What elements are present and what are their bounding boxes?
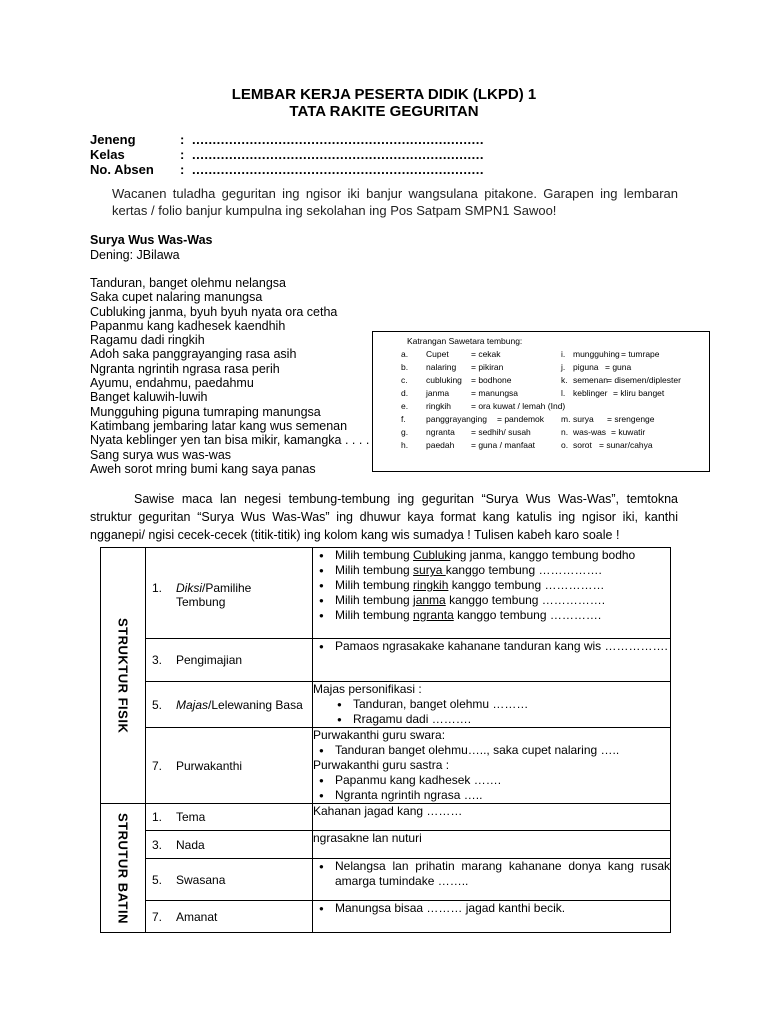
- title-line-2: TATA RAKITE GEGURITAN: [289, 103, 479, 120]
- poem-body: [90, 276, 369, 476]
- instruction-paragraph: Sawise maca lan negesi tembung-tembung ing geguritan “Surya Wus Was-Was”, temtokna struktur geguritan “Surya Wus Was-Was” ing dhuwur kaya format kang katulis ing ngisor iki, kanthi ngganepi/ ngisi cecek-cecek (titik-titik) ing kolom kang wis sumadya ! Tulisen kabeh karo soale !: [90, 492, 678, 542]
- info-colon: :: [180, 132, 185, 147]
- swasana-label-cell: 5. Swasana: [146, 859, 313, 901]
- poem-line: Papanmu kang kadhesek kaendhih: [90, 318, 286, 333]
- poem-line: Banget kaluwih-luwih: [90, 390, 208, 405]
- list-item: ● Tanduran banget olehmu….., saka cupet nalaring …..: [335, 743, 670, 758]
- poem-line: Aweh sorot mring bumi kang saya panas: [90, 461, 316, 476]
- info-label: Kelas: [90, 147, 125, 162]
- list-item: ● Pamaos ngrasakake kahanane tanduran kang wis …………….: [335, 639, 670, 654]
- list-item: ● Milih tembung surya kanggo tembung …………….: [335, 563, 670, 578]
- list-item: ● Ngranta ngrintih ngrasa …..: [335, 788, 670, 803]
- table-row: [101, 639, 671, 682]
- poem-line: Saka cupet nalaring manungsa: [90, 290, 263, 305]
- fisik-side-cell: [101, 548, 146, 804]
- title-line-1: LEMBAR KERJA PESERTA DIDIK (LKPD) 1: [231, 86, 537, 103]
- diksi-answer-cell: [313, 548, 671, 639]
- table-row: [101, 831, 671, 859]
- table-row: [101, 728, 671, 804]
- purwakanthi-answer-cell: Purwakanthi guru swara: ● Tanduran banget olehmu….., saka cupet nalaring ….. Purwakanthi guru sastra : ● Papanmu kang kadhesek ……. ● Ngranta ngrintih ngrasa …..: [313, 728, 671, 804]
- poem-line: Katimbang jembaring latar kang wus semenan: [90, 418, 348, 433]
- list-item: ● Rragamu dadi ……….: [353, 712, 670, 727]
- table-row: [101, 901, 671, 933]
- swasana-answer-cell: [313, 859, 671, 901]
- list-item: ● Papanmu kang kadhesek …….: [335, 773, 670, 788]
- nada-answer-cell: ngrasakne lan nuturi: [313, 831, 671, 859]
- info-label: No. Absen: [90, 162, 154, 177]
- amanat-label-cell: 7. Amanat: [146, 901, 313, 933]
- poem-line: Ngranta ngrintih ngrasa rasa perih: [90, 361, 280, 376]
- poem-title: Surya Wus Was-Was: [90, 233, 213, 247]
- name-field-dots: .......................................................................: [192, 132, 484, 147]
- batin-side-cell: [101, 804, 146, 933]
- intro-paragraph: Wacanen tuladha geguritan ing ngisor iki banjur wangsulana pitakone. Garapen ing lembaran kertas / folio banjur kumpulna ing sekolahan ing Pos Satpam SMPN1 Sawoo!: [112, 186, 678, 218]
- list-item: ● Nelangsa lan prihatin marang kahanane donya kang rusak amarga tumindake ……..: [335, 859, 670, 889]
- poem-line: Tanduran, banget olehmu nelangsa: [90, 276, 286, 290]
- poem-line: Sang surya wus was-was: [90, 447, 232, 462]
- table-row: [101, 804, 671, 831]
- glossary-box: Katrangan Sawetara tembung: a. Cupet = cekak i. mungguhing = tumrape b. nalaring = pikiran j. piguna = guna c. cubluking = bodhone k. semenan = disemen/diplester d. janma = manungsa l. keblinger = kliru banget e. ringkih = ora kuwat / lemah (Ind) f. panggrayanging = pandemok m. surya = srengenge g. ngranta = sedhih/ susah n. was-was = kuwatir h. paedah = guna / manfaat o. sorot = sunar/cahya: [372, 331, 710, 472]
- struktur-batin-label: STRUTUR BATIN: [115, 812, 131, 924]
- tema-answer-cell: Kahanan jagad kang ………: [313, 804, 671, 831]
- glossary-title: Katrangan Sawetara tembung:: [407, 336, 523, 346]
- table-row: [101, 682, 671, 728]
- majas-label-cell: 5. Majas/Lelewaning Basa: [146, 682, 313, 728]
- absen-field-dots: .......................................................................: [192, 162, 484, 177]
- poem-author: Dening: JBilawa: [90, 248, 180, 262]
- poem-line: Adoh saka panggrayanging rasa asih: [90, 347, 297, 362]
- table-row: [101, 548, 671, 639]
- class-field-dots: .......................................................................: [192, 147, 484, 162]
- poem-line: Ragamu dadi ringkih: [90, 333, 205, 348]
- list-item: ● Milih tembung janma kanggo tembung …………….: [335, 593, 670, 608]
- list-item: ● Milih tembung ringkih kanggo tembung ……………: [335, 578, 670, 593]
- poem-line: Mungguhing piguna tumraping manungsa: [90, 404, 321, 419]
- diksi-label-cell: 1. Diksi/Pamilihe Tembung: [146, 548, 313, 639]
- amanat-answer-cell: [313, 901, 671, 933]
- table-row: [101, 859, 671, 901]
- poem-line: Cubluking janma, byuh byuh nyata ora cetha: [90, 304, 338, 319]
- info-label: Jeneng: [90, 132, 136, 147]
- struktur-fisik-label: STRUKTUR FISIK: [115, 617, 131, 734]
- info-colon: :: [180, 162, 185, 177]
- structure-table: [100, 547, 671, 933]
- poem-line: Nyata keblinger yen tan bisa mikir, kamangka . . . .: [90, 433, 370, 448]
- pengimajian-answer-cell: [313, 639, 671, 682]
- info-colon: :: [180, 147, 185, 162]
- tema-label-cell: 1. Tema: [146, 804, 313, 831]
- poem-line: Ayumu, endahmu, paedahmu: [90, 376, 254, 391]
- purwakanthi-label-cell: 7. Purwakanthi: [146, 728, 313, 804]
- list-item: ● Milih tembung Cubluking janma, kanggo tembung bodho: [335, 548, 670, 563]
- nada-label-cell: 3. Nada: [146, 831, 313, 859]
- list-item: ● Manungsa bisaa ……… jagad kanthi becik.: [335, 901, 670, 916]
- pengimajian-label-cell: 3. Pengimajian: [146, 639, 313, 682]
- majas-answer-cell: Majas personifikasi : ● Tanduran, banget olehmu ……… ● Rragamu dadi ……….: [313, 682, 671, 728]
- list-item: ● Tanduran, banget olehmu ………: [353, 697, 670, 712]
- list-item: ● Milih tembung ngranta kanggo tembung ………….: [335, 608, 670, 623]
